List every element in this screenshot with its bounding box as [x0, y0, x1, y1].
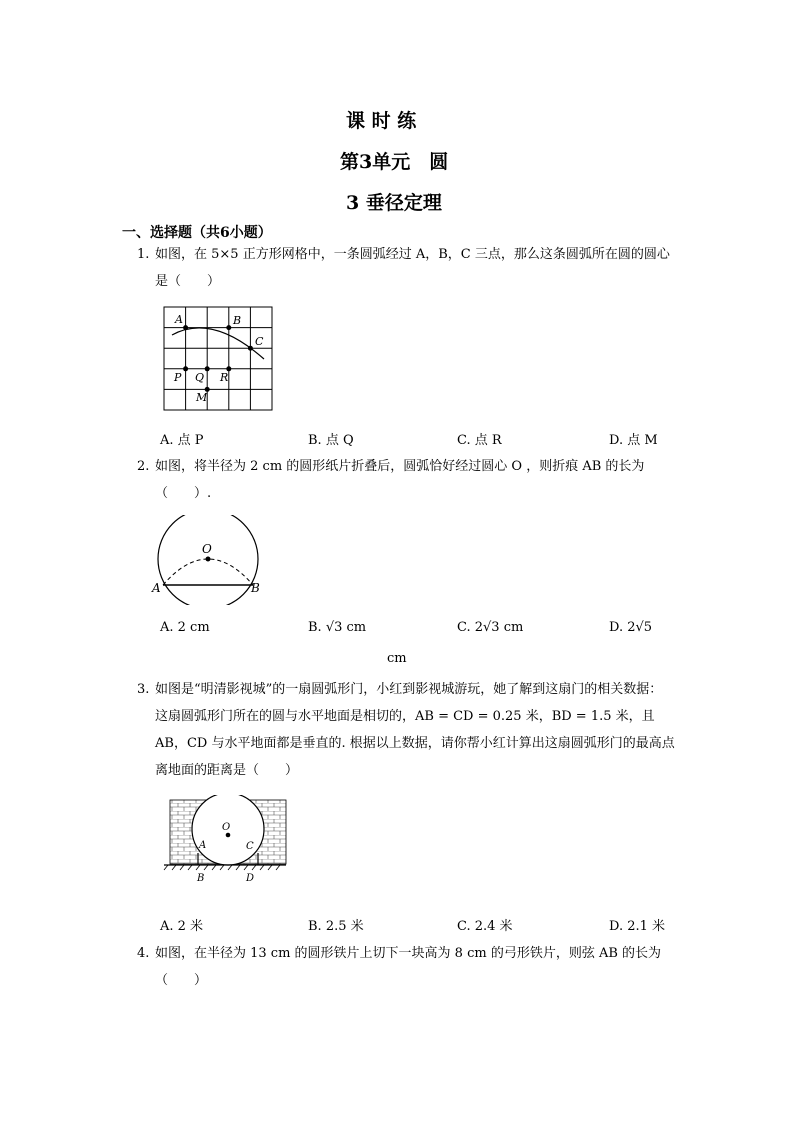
label-m: M — [196, 391, 208, 404]
q4-number: 4. — [137, 946, 150, 961]
label-o: O — [222, 822, 231, 833]
q2-circle-figure — [150, 515, 270, 605]
q1-option-a[interactable]: A. 点 P — [160, 433, 204, 448]
q3-door-figure — [160, 795, 290, 887]
q3-option-a[interactable]: A. 2 米 — [160, 919, 204, 934]
q1-option-b[interactable]: B. 点 Q — [308, 433, 354, 448]
label-b: B — [233, 314, 242, 327]
lesson-title: 3 垂径定理 — [346, 192, 442, 214]
label-d: D — [246, 873, 255, 884]
point-q — [205, 366, 210, 371]
label-b: B — [251, 581, 260, 595]
label-a: A — [152, 581, 161, 595]
point-c — [248, 346, 253, 351]
q2-text: 如图，将半径为 2 cm 的圆形纸片折叠后，圆弧恰好经过圆心 O ，则折痕 AB 的长为（ ）. — [155, 459, 645, 501]
q2-number: 2. — [137, 459, 150, 474]
q1-option-d[interactable]: D. 点 M — [609, 433, 658, 448]
label-c: C — [255, 335, 264, 348]
q3-number: 3. — [137, 682, 150, 697]
q2-option-a[interactable]: A. 2 cm — [160, 620, 210, 635]
label-q: Q — [195, 371, 205, 384]
point-a — [183, 325, 188, 330]
label-o: O — [202, 542, 212, 556]
q1-number: 1. — [137, 247, 150, 262]
center-o — [226, 833, 231, 838]
q4-text: 如图，在半径为 13 cm 的圆形铁片上切下一块高为 8 cm 的弓形铁片，则弦 AB 的长为（ ） — [155, 946, 662, 988]
q1-option-c[interactable]: C. 点 R — [457, 433, 502, 448]
q2-option-d-unit: cm — [387, 651, 407, 666]
label-r: R — [220, 371, 229, 384]
q3-option-b[interactable]: B. 2.5 米 — [308, 919, 364, 934]
q2-option-b[interactable]: B. √3 cm — [308, 620, 367, 635]
center-o — [206, 557, 211, 562]
label-a: A — [199, 840, 207, 851]
q3-option-d[interactable]: D. 2.1 米 — [609, 919, 666, 934]
section-heading: 一、选择题（共6小题） — [122, 225, 272, 241]
label-b: B — [197, 873, 205, 884]
q1-grid-figure — [160, 303, 280, 415]
q3-option-c[interactable]: C. 2.4 米 — [457, 919, 513, 934]
page-title: 课 时 练 — [346, 110, 417, 132]
label-p: P — [174, 371, 182, 384]
q2-option-d[interactable]: D. 2√5 — [609, 620, 653, 635]
label-c: C — [246, 841, 254, 852]
q3-text: 如图是“明清影视城”的一扇圆弧形门，小红到影视城游玩，她了解到这扇门的相关数据：这扇圆弧形门所在的圆与水平地面是相切的，AB = CD = 0.25 米，BD = 1.5 米，且 AB，CD 与水平地面都是垂直的. 根据以上数据，请你帮小红计算出这扇圆弧形门的最高点离地面的距离是（ ） — [155, 682, 675, 778]
unit-title: 第3单元 圆 — [340, 151, 449, 173]
point-b — [226, 325, 231, 330]
q2-option-c[interactable]: C. 2√3 cm — [457, 620, 524, 635]
label-a: A — [175, 313, 183, 326]
point-p — [183, 366, 188, 371]
q1-text: 如图，在 5×5 正方形网格中，一条圆弧经过 A，B，C 三点，那么这条圆弧所在圆的圆心是（ ） — [155, 247, 670, 289]
